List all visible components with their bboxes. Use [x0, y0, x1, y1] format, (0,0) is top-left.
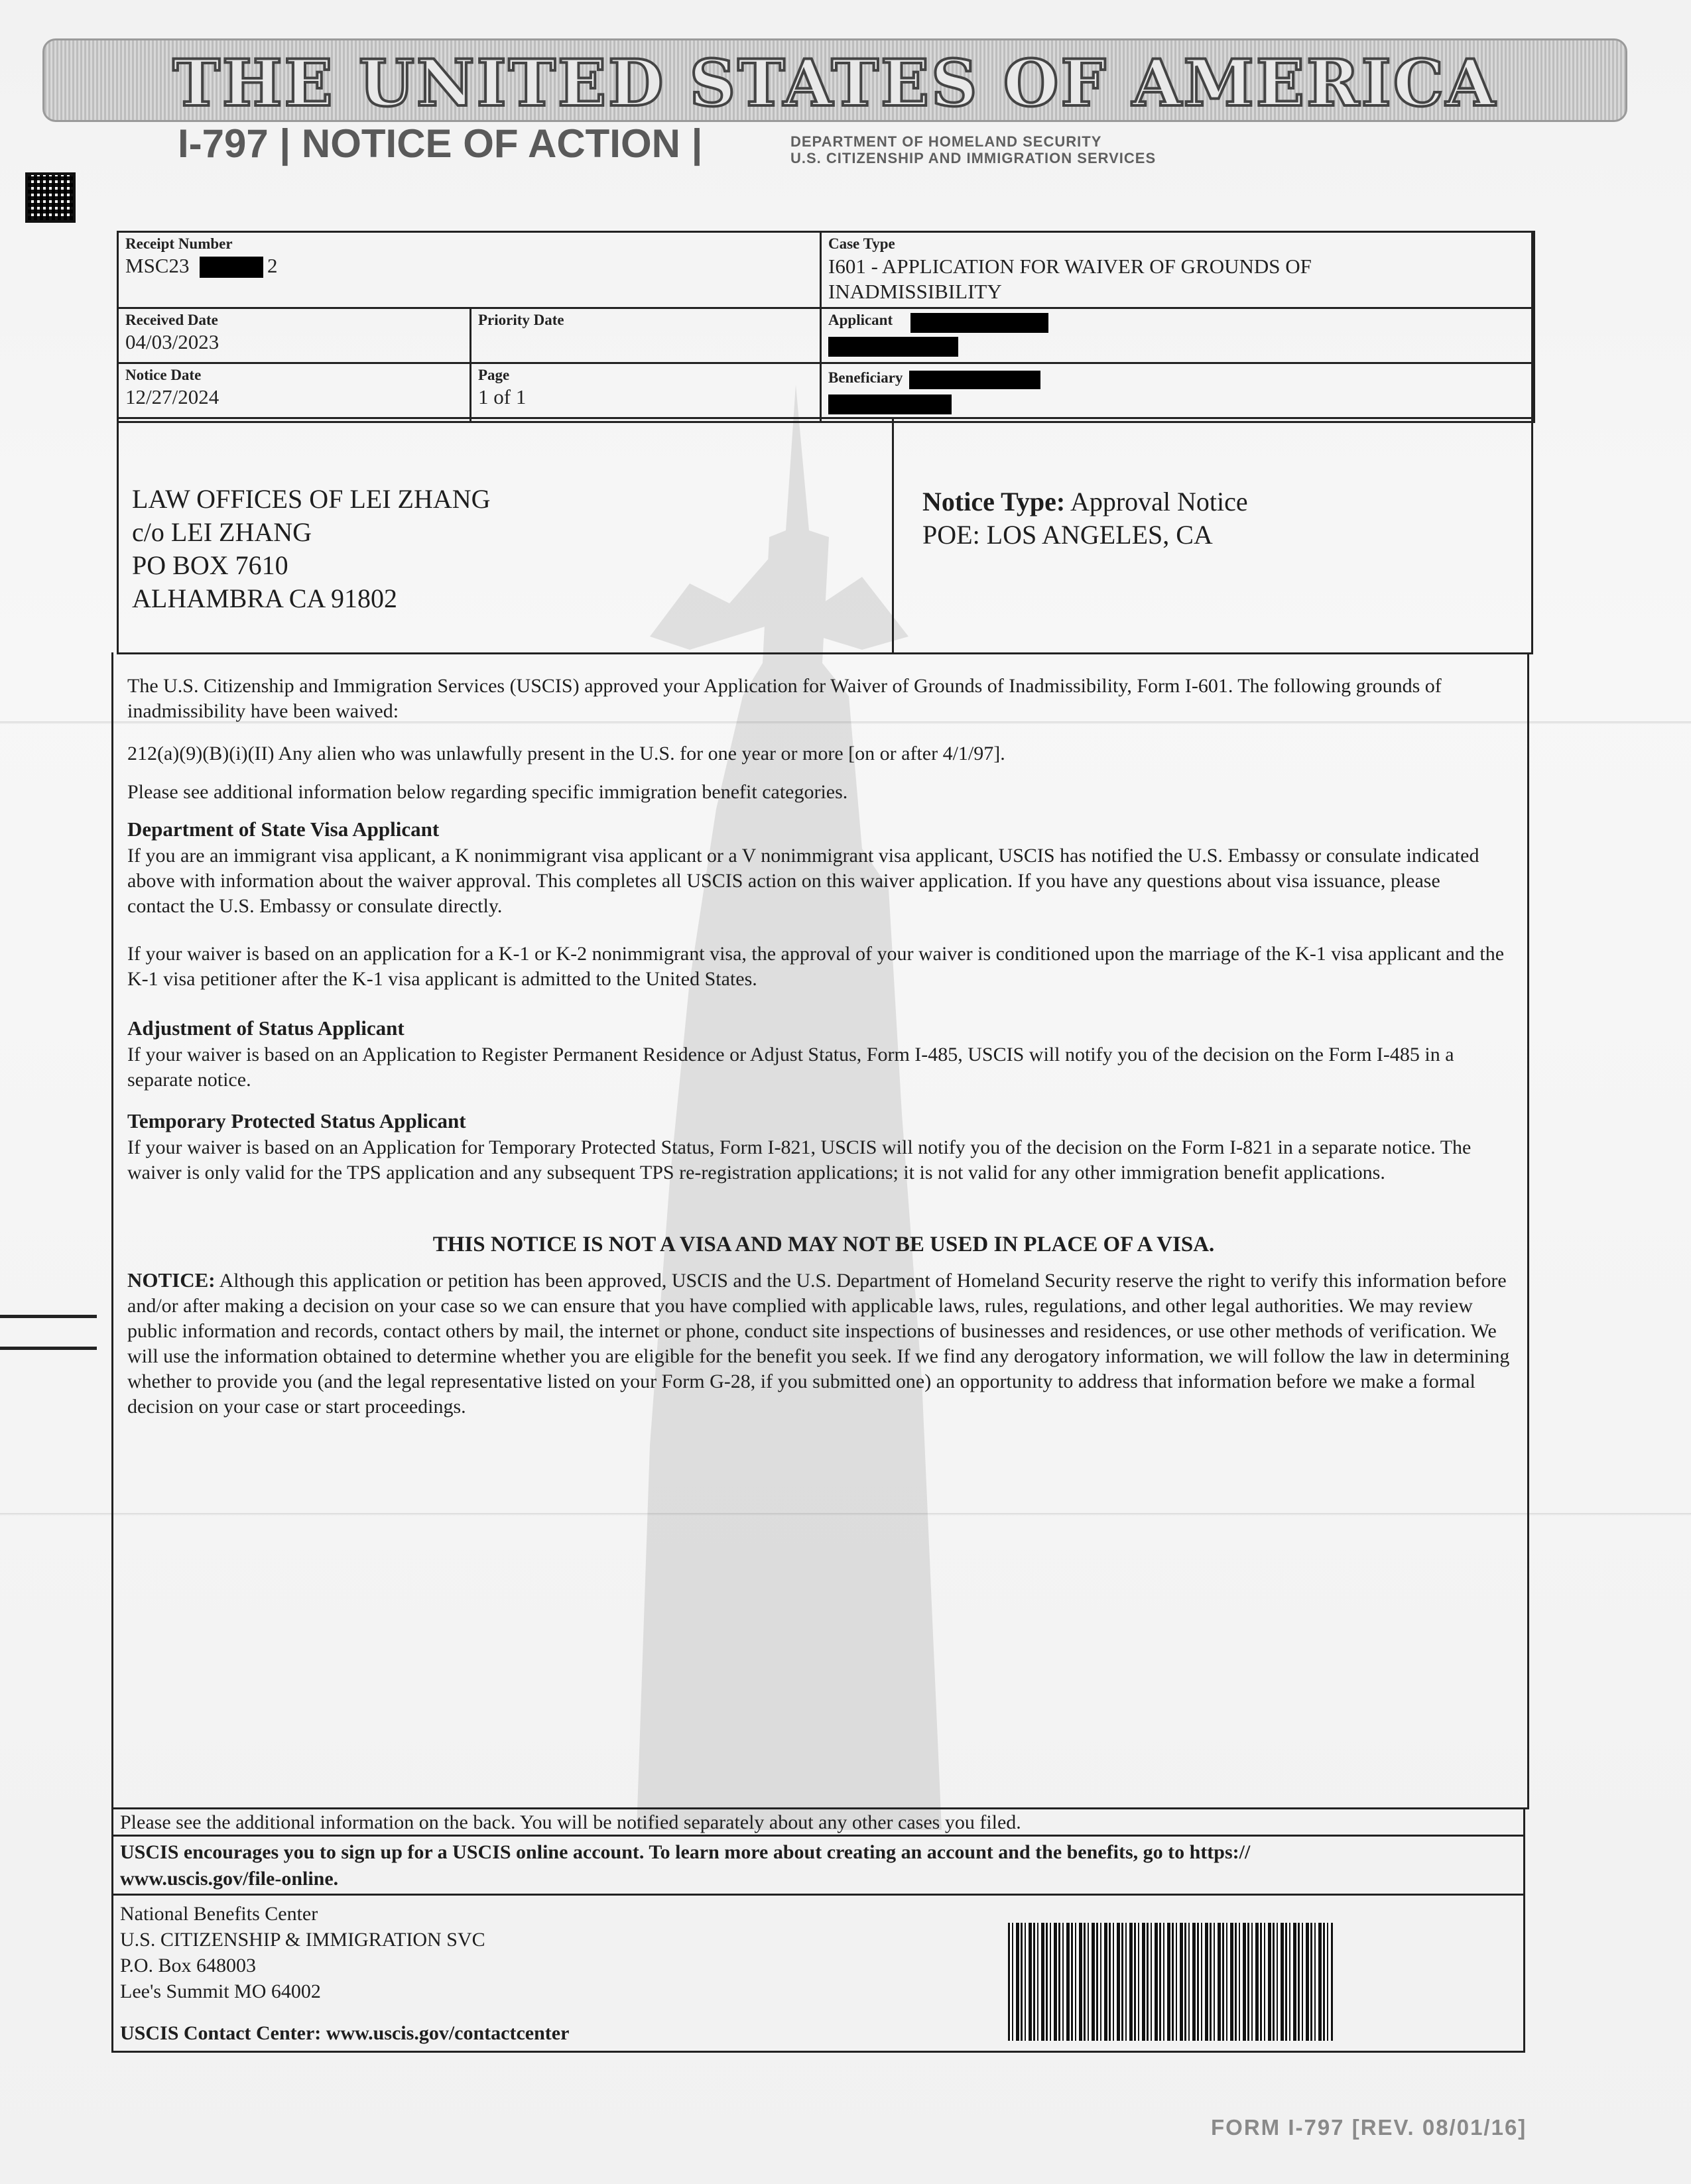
online-account-box: [111, 1835, 1525, 1896]
aos-paragraph: If your waiver is based on an Application to Register Permanent Residence or Adjust Status, Form I-485, USCIS will notify you of the decision on the Form I-485 in a separate notice.: [127, 1044, 1454, 1091]
notice-paragraph: [127, 1268, 1520, 1420]
receipt-number-label: Receipt Number: [125, 235, 233, 252]
redaction-bar: [828, 337, 958, 357]
banner-text: THE UNITED STATES OF AMERICA: [172, 46, 1497, 121]
case-type-label: Case Type: [828, 235, 895, 252]
k1-paragraph: If your waiver is based on an application for a K-1 or K-2 nonimmigrant visa, the approval of your waiver is conditioned upon the marriage of the K-1 visa applicant and the K-1 visa petitioner after the K-1 visa applicant is admitted to the United States.: [127, 943, 1505, 990]
office-line: P.O. Box 648003: [120, 1955, 257, 1976]
agency-line: U.S. CITIZENSHIP AND IMMIGRATION SERVICES: [790, 150, 1157, 166]
online-account-line: USCIS encourages you to sign up for a USCIS online account. To learn more about creating an account and the benefits, go to https://: [120, 1841, 1251, 1863]
not-a-visa-warning: THIS NOTICE IS NOT A VISA AND MAY NOT BE USED IN PLACE OF A VISA.: [432, 1233, 1215, 1256]
contact-center: USCIS Contact Center: www.uscis.gov/contactcenter: [120, 2022, 570, 2044]
intro-paragraph: The U.S. Citizenship and Immigration Services (USCIS) approved your Application for Waiver of Grounds of Inadmissibility, Form I-601. The following grounds of inadmissibility have been waived:: [127, 675, 1442, 722]
form-title: I-797 | NOTICE OF ACTION |: [178, 121, 703, 166]
address-line: PO BOX 7610: [132, 550, 288, 580]
header-banner: [42, 38, 1627, 122]
received-date-cell: [117, 307, 471, 364]
receipt-number-prefix: MSC23: [125, 254, 190, 277]
redaction-bar: [909, 371, 1040, 389]
divider: [892, 419, 894, 654]
margin-mark: [0, 1315, 97, 1318]
address-line: ALHAMBRA CA 91802: [132, 583, 398, 613]
page-label: Page: [478, 367, 510, 383]
barcode: [1008, 1923, 1333, 2041]
back-info-box: [111, 1807, 1525, 1837]
waived-ground: 212(a)(9)(B)(i)(II) Any alien who was unlawfully present in the U.S. for one year or more [on or after 4/1/97].: [127, 743, 1005, 764]
case-info-grid: [117, 231, 1533, 419]
receipt-number-cell: [117, 231, 822, 309]
redaction-bar: [910, 313, 1048, 333]
office-line: National Benefits Center: [120, 1903, 318, 1925]
beneficiary-cell: [820, 362, 1535, 423]
form-revision: FORM I-797 [REV. 08/01/16]: [1211, 2115, 1527, 2140]
mailing-address: [132, 483, 491, 615]
department-name: [790, 133, 1156, 166]
received-date-value: 04/03/2023: [125, 330, 219, 353]
page-cell: [470, 362, 822, 423]
priority-date-label: Priority Date: [478, 312, 564, 328]
qr-code: [25, 172, 76, 223]
redaction-bar: [200, 257, 263, 278]
port-of-entry: POE: LOS ANGELES, CA: [922, 520, 1213, 550]
received-date-label: Received Date: [125, 312, 218, 328]
notice-type-label: Notice Type:: [922, 487, 1066, 516]
notice-date-value: 12/27/2024: [125, 385, 219, 408]
address-line: LAW OFFICES OF LEI ZHANG: [132, 484, 491, 514]
notice-type-value: Approval Notice: [1070, 487, 1248, 516]
beneficiary-label: Beneficiary: [828, 369, 903, 386]
address-line: c/o LEI ZHANG: [132, 517, 312, 547]
notice-label: NOTICE:: [127, 1268, 216, 1292]
notice-date-label: Notice Date: [125, 367, 202, 383]
office-line: Lee's Summit MO 64002: [120, 1980, 321, 2002]
margin-mark: [0, 1347, 97, 1350]
additional-info-note: Please see additional information below regarding specific immigration benefit categories.: [127, 781, 848, 803]
department-line: DEPARTMENT OF HOMELAND SECURITY: [790, 133, 1102, 150]
case-type-value: I601 - APPLICATION FOR WAIVER OF GROUNDS OF INADMISSIBILITY: [828, 255, 1312, 303]
office-line: U.S. CITIZENSHIP & IMMIGRATION SVC: [120, 1929, 485, 1951]
receipt-number-suffix: 2: [267, 254, 278, 277]
applicant-label: Applicant: [828, 312, 893, 328]
back-info-text: Please see the additional information on the back. You will be notified separately about any other cases you filed.: [120, 1811, 1021, 1833]
tps-heading: Temporary Protected Status Applicant: [127, 1109, 466, 1132]
priority-date-cell: [470, 307, 822, 364]
notice-date-cell: [117, 362, 471, 423]
page-value: 1 of 1: [478, 385, 527, 408]
notice-type-block: [922, 485, 1248, 552]
dos-heading: Department of State Visa Applicant: [127, 818, 440, 841]
online-account-link: www.uscis.gov/file-online.: [120, 1868, 339, 1890]
redaction-bar: [828, 394, 952, 414]
office-address: [120, 1901, 485, 2004]
address-block: [117, 417, 1533, 654]
case-type-cell: [820, 231, 1535, 309]
applicant-cell: [820, 307, 1535, 364]
tps-paragraph: If your waiver is based on an Application for Temporary Protected Status, Form I-821, USCIS will notify you of the decision on the Form I-821 in a separate notice. The waiver is only valid for the TPS application and any subsequent TPS re-registration applications; it is not valid for any other immigration benefit applications.: [127, 1136, 1472, 1183]
aos-heading: Adjustment of Status Applicant: [127, 1016, 405, 1040]
dos-paragraph: If you are an immigrant visa applicant, a K nonimmigrant visa applicant or a V nonimmigrant visa applicant, USCIS has notified the U.S. Embassy or consulate indicated above with information about the waiver approval. This completes all USCIS action on this waiver application. If you have any questions about visa issuance, please contact the U.S. Embassy or consulate directly.: [127, 845, 1479, 917]
notice-text: Although this application or petition has been approved, USCIS and the U.S. Department of Homeland Security reserve the right to verify this information before and/or after making a decision on your case so we can ensure that you have complied with applicable laws, rules, regulations, and other legal authorities. We may review public information and records, contact others by mail, the internet or phone, conduct site inspections of businesses and residences, or use other methods of verification. We will use the information obtained to determine whether you are eligible for the benefit you seek. If we find any derogatory information, we will follow the law in determining whether to provide you (and the legal representative listed on your Form G-28, if you submitted one) an opportunity to address that information before we make a formal decision on your case or start proceedings.: [127, 1270, 1510, 1418]
